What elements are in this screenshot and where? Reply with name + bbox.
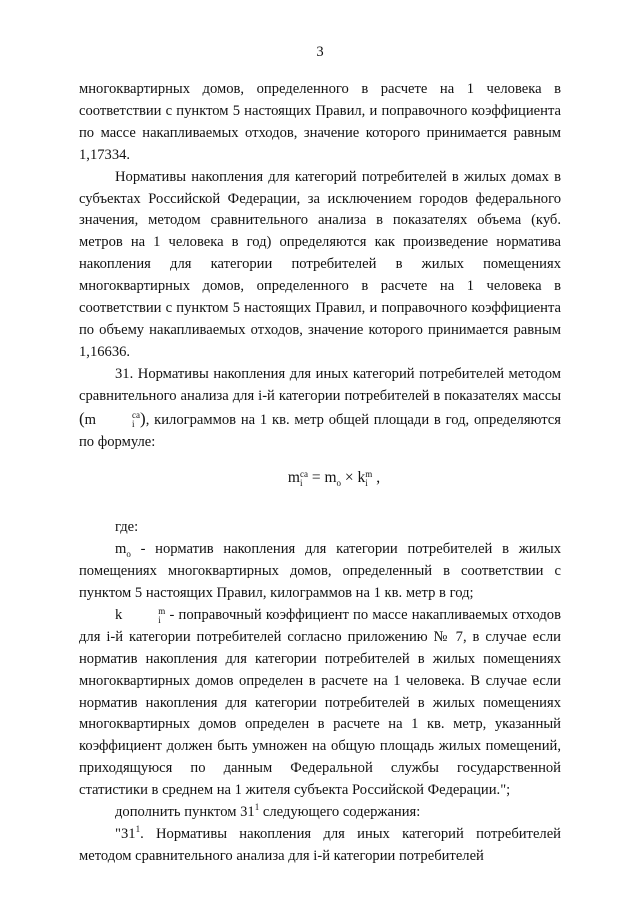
paragraph-1: многоквартирных домов, определенного в расчете на 1 человека в соответствии с пунктом 5 настоящих Правил, и поправочного коэффициента по массе накапливаемых отходов, значение которого принимается равным 1,17334.: [79, 81, 561, 163]
def-k-sup: m: [158, 605, 166, 616]
p311-text-a: "31: [115, 826, 136, 842]
formula-m-sup: ca: [299, 468, 308, 479]
definition-m0: [79, 539, 561, 605]
def-m0-sub: o: [126, 549, 131, 560]
close-paren: ): [140, 408, 146, 428]
formula-m-sub: i: [299, 477, 303, 488]
inline-m-sub: i: [132, 419, 135, 430]
formula: [79, 467, 561, 489]
open-paren: (: [79, 408, 85, 428]
add-sup: 1: [254, 802, 260, 813]
formula-k-sup: m: [365, 468, 373, 479]
def-m0-text: - норматив накопления для категории потребителей в жилых помещениях многоквартирных домов, определенный в соответствии с пунктом 5 настоящих Правил, килограммов на 1 кв. метр в год;: [79, 541, 561, 602]
paragraph-31: [79, 364, 561, 454]
formula-m0-base: m: [324, 469, 337, 487]
def-k-base: k: [115, 606, 123, 623]
paragraph-31-text-a: 31. Нормативы накопления для иных категорий потребителей методом сравнительного анализа для i-й категории потребителей в показателях массы: [79, 365, 561, 404]
p311-text-b: . Нормативы накопления для иных категорий потребителей методом сравнительного анализа для i-й категории потребителей: [79, 826, 561, 864]
def-k-sub: i: [158, 614, 161, 625]
inline-m-base: m: [84, 411, 97, 428]
page-number: 3: [316, 44, 324, 60]
formula-times: ×: [341, 469, 358, 487]
definition-k: [79, 605, 561, 802]
paragraph-31-text-b: , килограммов на 1 кв. метр общей площади в год, определяются по формуле:: [79, 411, 561, 450]
paragraph-2: Нормативы накопления для категорий потребителей в жилых домах в субъектах Российской Федерации, за исключением городов федерального значения, методом сравнительного анализа в показателях объема (куб. метров на 1 человека в год) определяются как произведение норматива накопления для категории потребителей в жилых помещениях многоквартирных домов, определенного в расчете на 1 человека в соответствии с пунктом 5 настоящих Правил, и поправочного коэффициента по объему накапливаемых отходов, значение которого принимается равным 1,16636.: [79, 168, 561, 360]
paragraph-31-1: [79, 824, 561, 868]
document-body: [79, 79, 561, 868]
formula-m-base: m: [287, 469, 300, 487]
formula-k-base: k: [357, 469, 366, 487]
def-k-text: - поправочный коэффициент по массе накапливаемых отходов для i-й категории потребителей согласно приложению № 7, в случае если норматив накопления для категории потребителей в жилых помещениях многоквартирных домов определен в расчете на 1 человека. В случае если норматив накопления для категории потребителей в жилых помещениях многоквартирных домов определен в расчете на 1 кв. метр, указанный коэффициент должен быть умножен на общую площадь жилых помещений, приходящуюся по данным Федеральной службы государственной статистики в среднем на 1 жителя субъекта Российской Федерации.";: [79, 606, 561, 799]
add-text-a: дополнить пунктом 31: [115, 804, 255, 821]
add-text-b: следующего содержания:: [259, 804, 421, 821]
def-m0-base: m: [115, 541, 127, 558]
formula-k-sub: i: [365, 477, 368, 488]
p311-sup: 1: [135, 824, 141, 835]
add-paragraph: [79, 802, 561, 824]
inline-m-symbol: [85, 412, 140, 428]
where-label: где:: [115, 519, 139, 536]
formula-comma: ,: [372, 469, 381, 487]
inline-m-sup: ca: [132, 410, 141, 421]
formula-m0-sub: o: [336, 478, 342, 489]
formula-equals: =: [307, 469, 325, 487]
